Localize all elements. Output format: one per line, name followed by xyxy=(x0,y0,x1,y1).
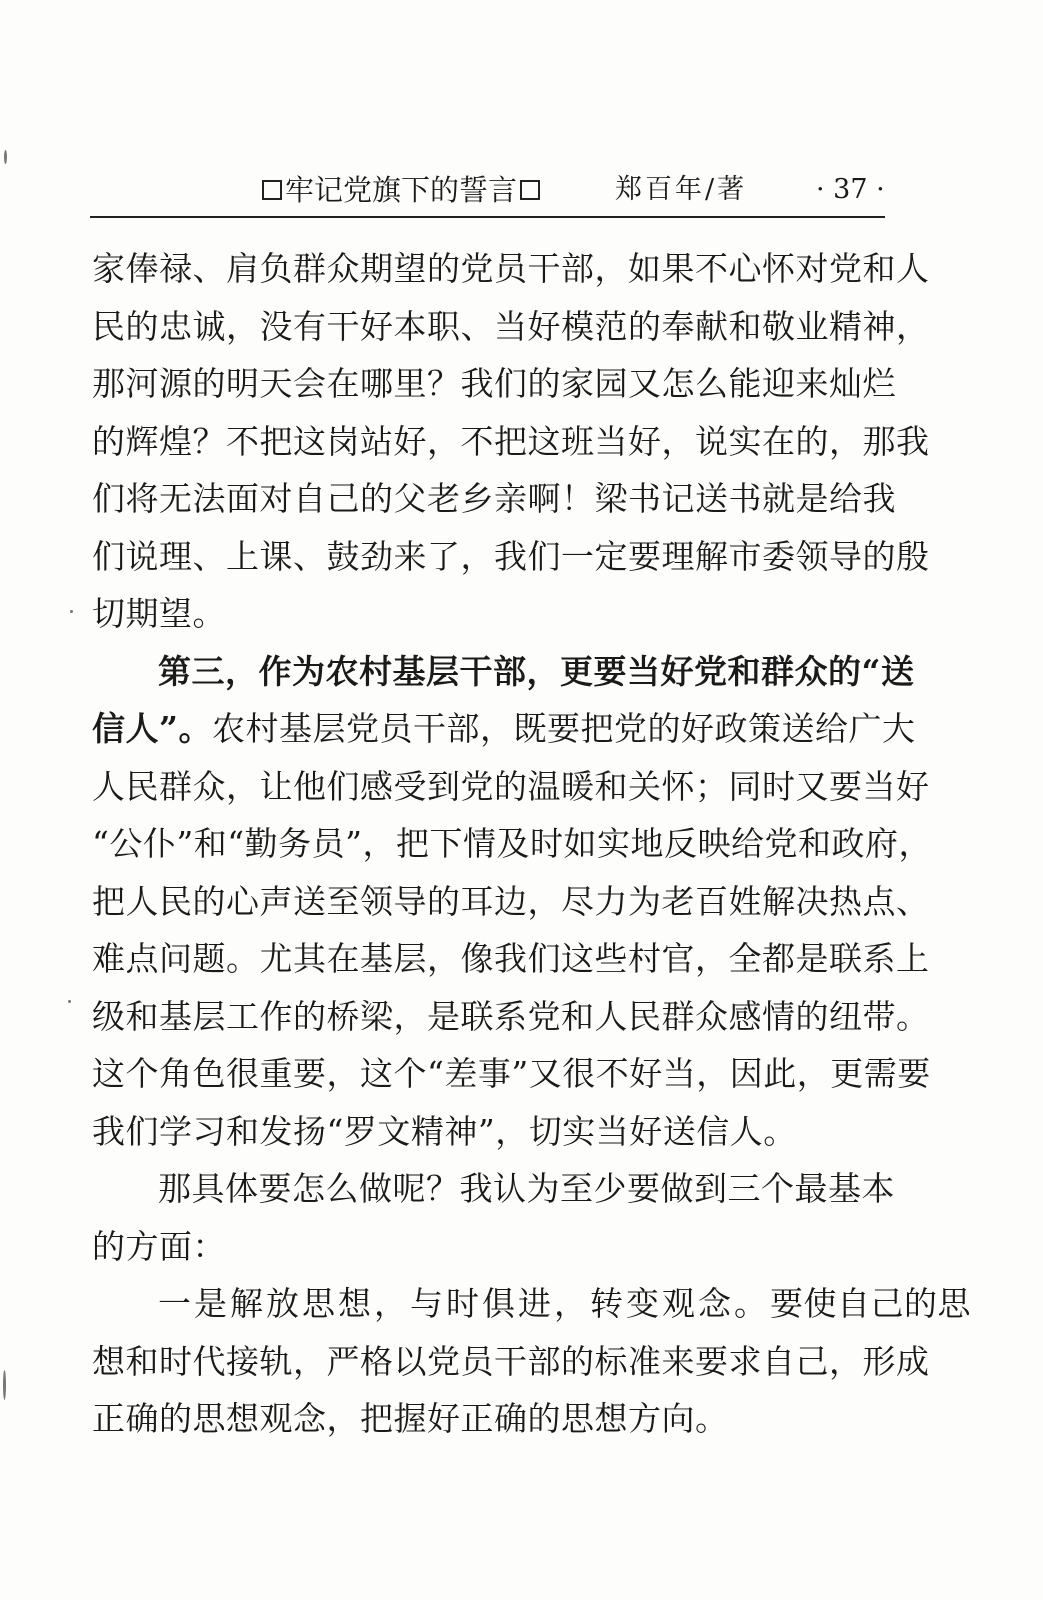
text-line: 把人民的心声送至领导的耳边，尽力为老百姓解决热点、 xyxy=(92,881,930,921)
text-line: 这个角色很重要，这个“差事”又很不好当，因此，更需要 xyxy=(92,1054,931,1093)
text-line xyxy=(92,700,916,758)
text-line: 们将无法面对自己的父老乡亲啊！梁书记送书就是给我 xyxy=(92,479,896,518)
hollow-box-ornament-right xyxy=(520,180,540,200)
bold-heading-end: 信人”。 xyxy=(92,709,212,748)
page-number: · 37 · xyxy=(816,174,885,205)
text-line xyxy=(92,1275,971,1333)
text-line: 难点问题。尤其在基层，像我们这些村官，全都是联系上 xyxy=(92,939,930,978)
hollow-box-ornament-left xyxy=(262,180,282,200)
text-line: 想和时代接轨，严格以党员干部的标准来要求自己，形成 xyxy=(92,1341,930,1381)
header-title-text: 牢记党旗下的誓言 xyxy=(285,173,518,207)
text-line: 那具体要怎么做呢？我认为至少要做到三个最基本 xyxy=(158,1169,895,1208)
text-line: “公仆”和“勤务员”，把下情及时如实地反映给党和政府， xyxy=(92,824,932,863)
running-header xyxy=(90,168,885,218)
scan-speck xyxy=(70,610,73,613)
body-text xyxy=(92,240,971,1448)
text-line: 我们学习和发扬“罗文精神”，切实当好送信人。 xyxy=(92,1111,797,1151)
kai-lead-phrase: 一是解放思想，与时俱进，转变观念。 xyxy=(158,1284,770,1323)
text-line: 的辉煌？不把这岗站好，不把这班当好，说实在的，那我 xyxy=(92,421,930,461)
text-line: 的方面： xyxy=(92,1226,226,1266)
scan-speck xyxy=(3,1370,6,1400)
text-line: 们说理、上课、鼓劲来了，我们一定要理解市委领导的殷 xyxy=(92,536,930,576)
bold-heading-line: 第三，作为农村基层干部，更要当好党和群众的“送 xyxy=(158,651,915,691)
text-line: 民的忠诚，没有干好本职、当好模范的奉献和敬业精神， xyxy=(92,306,930,346)
header-title xyxy=(262,168,540,212)
text-line: 级和基层工作的桥梁，是联系党和人民群众感情的纽带。 xyxy=(92,996,930,1036)
text-line: 正确的思想观念，把握好正确的思想方向。 xyxy=(92,1399,729,1438)
text-line: 人民群众，让他们感受到党的温暖和关怀；同时又要当好 xyxy=(92,766,930,806)
scan-speck xyxy=(68,1000,71,1003)
text-line: 那河源的明天会在哪里？我们的家园又怎么能迎来灿烂 xyxy=(92,364,896,403)
text-line: 家俸禄、肩负群众期望的党员干部，如果不心怀对党和人 xyxy=(92,249,930,288)
header-author: 郑百年/著 xyxy=(615,174,748,205)
text-line: 切期望。 xyxy=(92,594,226,633)
text-run: 农村基层党员干部，既要把党的好政策送给广大 xyxy=(211,709,916,748)
scan-speck xyxy=(4,150,7,164)
text-run: 要使自己的思 xyxy=(770,1284,971,1323)
